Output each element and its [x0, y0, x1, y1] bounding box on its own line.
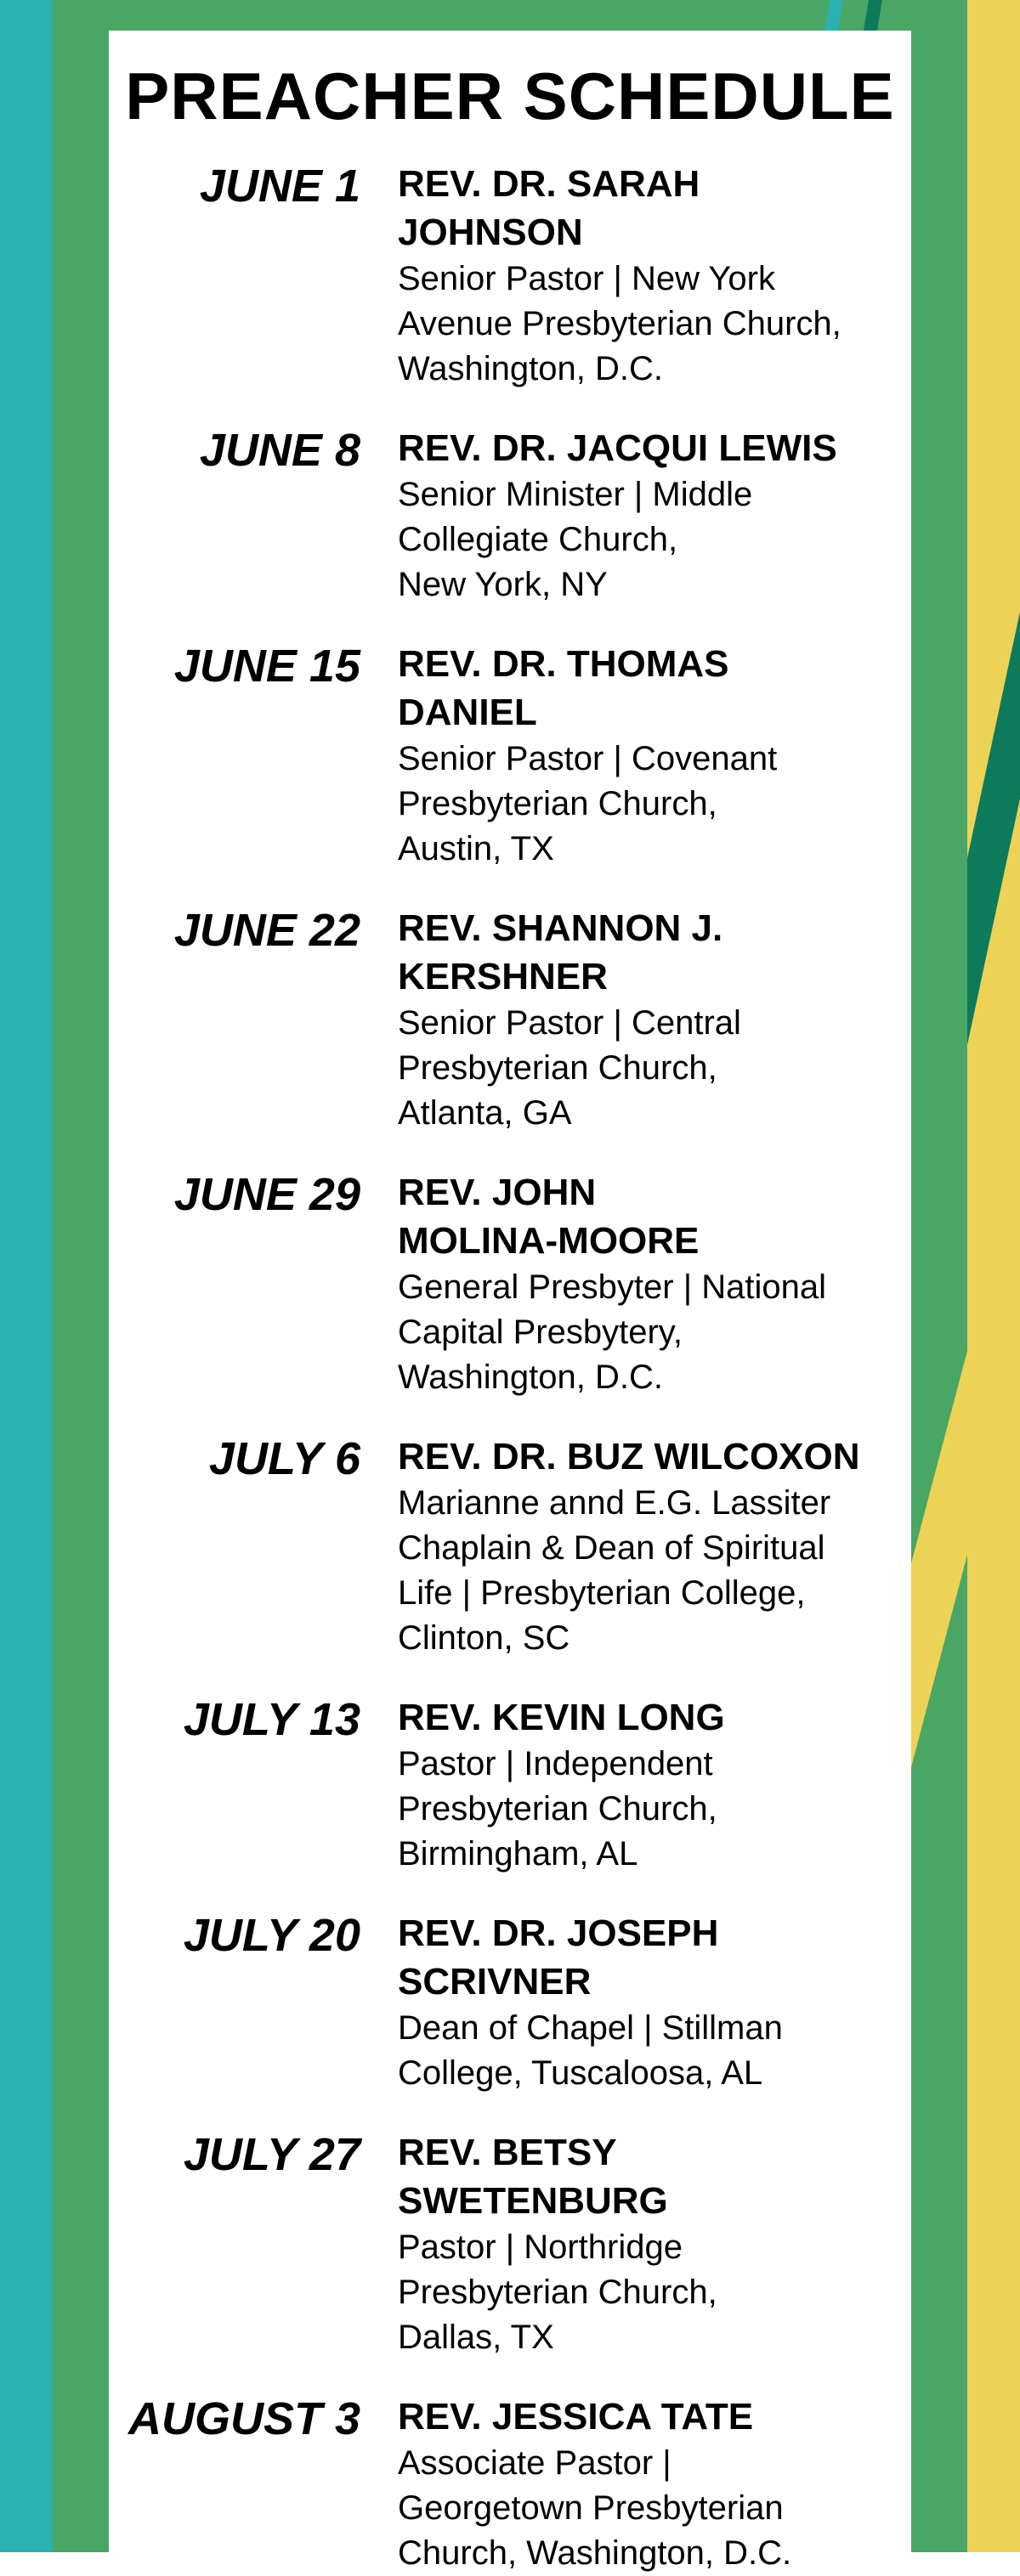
schedule-entry	[109, 160, 911, 392]
schedule-entry	[109, 1432, 911, 1661]
entry-info	[398, 2392, 891, 2576]
page-title: PREACHER SCHEDULE	[125, 59, 895, 133]
preacher-role-line: Washington, D.C.	[398, 350, 663, 387]
entry-info	[398, 1693, 891, 1877]
entry-info	[398, 1909, 891, 2096]
preacher-role-line: Marianne annd E.G. Lassiter	[398, 1484, 831, 1522]
preacher-name	[398, 2128, 891, 2225]
green-band-right	[911, 0, 967, 2552]
preacher-role-line: Dean of Chapel | Stillman	[398, 2009, 783, 2047]
schedule-entry	[109, 1909, 911, 2096]
entry-date: JULY 20	[183, 1910, 360, 1961]
entry-info	[398, 160, 891, 392]
preacher-name	[398, 904, 891, 1001]
entry-date: JUNE 1	[199, 161, 360, 212]
preacher-role-line: Clinton, SC	[398, 1619, 570, 1657]
preacher-role-line: Senior Pastor | Central	[398, 1004, 741, 1042]
yellow-stripe	[967, 0, 1020, 2552]
preacher-role-line: General Presbyter | National	[398, 1268, 826, 1306]
preacher-role-line: Atlanta, GA	[398, 1094, 572, 1132]
teal-stripe	[0, 0, 53, 2552]
preacher-role-line: Avenue Presbyterian Church,	[398, 305, 842, 342]
preacher-name-line: REV. JOHN	[398, 1172, 597, 1213]
preacher-role-line: Presbyterian Church,	[398, 785, 717, 822]
preacher-name-line: REV. DR. SARAH	[398, 163, 700, 205]
preacher-name-line: SCRIVNER	[398, 1961, 592, 2003]
entry-info	[398, 1432, 891, 1661]
preacher-role	[398, 1742, 891, 1877]
preacher-name	[398, 424, 891, 472]
entry-date: JULY 27	[183, 2129, 360, 2180]
preacher-role	[398, 737, 891, 872]
preacher-role-line: Presbyterian Church,	[398, 2274, 717, 2311]
preacher-role-line: Birmingham, AL	[398, 1835, 638, 1873]
preacher-role-line: Senior Pastor | New York	[398, 260, 775, 297]
preacher-role	[398, 1265, 891, 1400]
preacher-name	[398, 2392, 891, 2441]
preacher-role-line: New York, NY	[398, 566, 608, 603]
preacher-name	[398, 1909, 891, 2006]
preacher-name	[398, 1693, 891, 1742]
preacher-role-line: Dallas, TX	[398, 2319, 554, 2356]
preacher-name-line: REV. DR. BUZ WILCOXON	[398, 1436, 860, 1477]
entry-date: JUNE 22	[173, 905, 360, 956]
preacher-name	[398, 1432, 891, 1481]
entry-info	[398, 424, 891, 607]
preacher-role-line: Pastor | Northridge	[398, 2229, 683, 2266]
preacher-name-line: JOHNSON	[398, 212, 583, 253]
preacher-name	[398, 1168, 891, 1265]
preacher-role-line: Washington, D.C.	[398, 1359, 663, 1396]
schedule-list	[109, 160, 911, 2576]
preacher-name-line: REV. DR. JOSEPH	[398, 1912, 719, 1954]
preacher-role-line: Chaplain & Dean of Spiritual	[398, 1529, 825, 1567]
preacher-role	[398, 257, 891, 392]
preacher-role	[398, 1001, 891, 1136]
schedule-entry	[109, 1168, 911, 1400]
preacher-role-line: Church, Washington, D.C.	[398, 2534, 792, 2572]
entry-info	[398, 2128, 891, 2360]
preacher-name-line: DANIEL	[398, 692, 537, 733]
schedule-entry	[109, 2128, 911, 2360]
preacher-name-line: SWETENBURG	[398, 2180, 668, 2222]
preacher-role	[398, 2225, 891, 2360]
schedule-entry	[109, 424, 911, 607]
preacher-name-line: REV. DR. JACQUI LEWIS	[398, 427, 837, 469]
schedule-card	[109, 31, 911, 2572]
entry-info	[398, 904, 891, 1136]
entry-date: JUNE 8	[199, 425, 360, 476]
entry-date: JULY 6	[208, 1433, 360, 1484]
entry-date: AUGUST 3	[128, 2393, 360, 2444]
preacher-name	[398, 640, 891, 737]
preacher-role-line: College, Tuscaloosa, AL	[398, 2054, 763, 2092]
preacher-role	[398, 2006, 891, 2096]
preacher-name-line: REV. JESSICA TATE	[398, 2396, 754, 2438]
preacher-role	[398, 2441, 891, 2576]
preacher-role-line: Collegiate Church,	[398, 521, 678, 558]
preacher-role	[398, 472, 891, 607]
preacher-name-line: MOLINA-MOORE	[398, 1220, 700, 1262]
preacher-role-line: Presbyterian Church,	[398, 1790, 717, 1827]
preacher-name-line: REV. DR. THOMAS	[398, 643, 729, 685]
schedule-entry	[109, 2392, 911, 2576]
preacher-role-line: Life | Presbyterian College,	[398, 1574, 806, 1612]
entry-info	[398, 1168, 891, 1400]
preacher-role-line: Associate Pastor |	[398, 2444, 672, 2482]
preacher-role-line: Capital Presbytery,	[398, 1313, 683, 1351]
entry-info	[398, 640, 891, 872]
entry-date: JUNE 29	[173, 1169, 360, 1220]
schedule-entry	[109, 640, 911, 872]
entry-date: JUNE 15	[173, 641, 360, 692]
preacher-role-line: Pastor | Independent	[398, 1745, 713, 1782]
preacher-name-line: KERSHNER	[398, 956, 608, 997]
preacher-role-line: Georgetown Presbyterian	[398, 2489, 784, 2527]
preacher-role-line: Austin, TX	[398, 830, 554, 867]
preacher-role-line: Presbyterian Church,	[398, 1049, 717, 1087]
preacher-role-line: Senior Minister | Middle	[398, 476, 753, 513]
green-band-left	[53, 0, 109, 2552]
preacher-name-line: REV. SHANNON J.	[398, 907, 723, 949]
preacher-role	[398, 1481, 891, 1661]
preacher-role-line: Senior Pastor | Covenant	[398, 740, 778, 777]
schedule-entry	[109, 1693, 911, 1877]
preacher-name	[398, 160, 891, 257]
preacher-name-line: REV. KEVIN LONG	[398, 1697, 725, 1738]
schedule-entry	[109, 904, 911, 1136]
preacher-name-line: REV. BETSY	[398, 2132, 617, 2173]
entry-date: JULY 13	[183, 1694, 360, 1745]
